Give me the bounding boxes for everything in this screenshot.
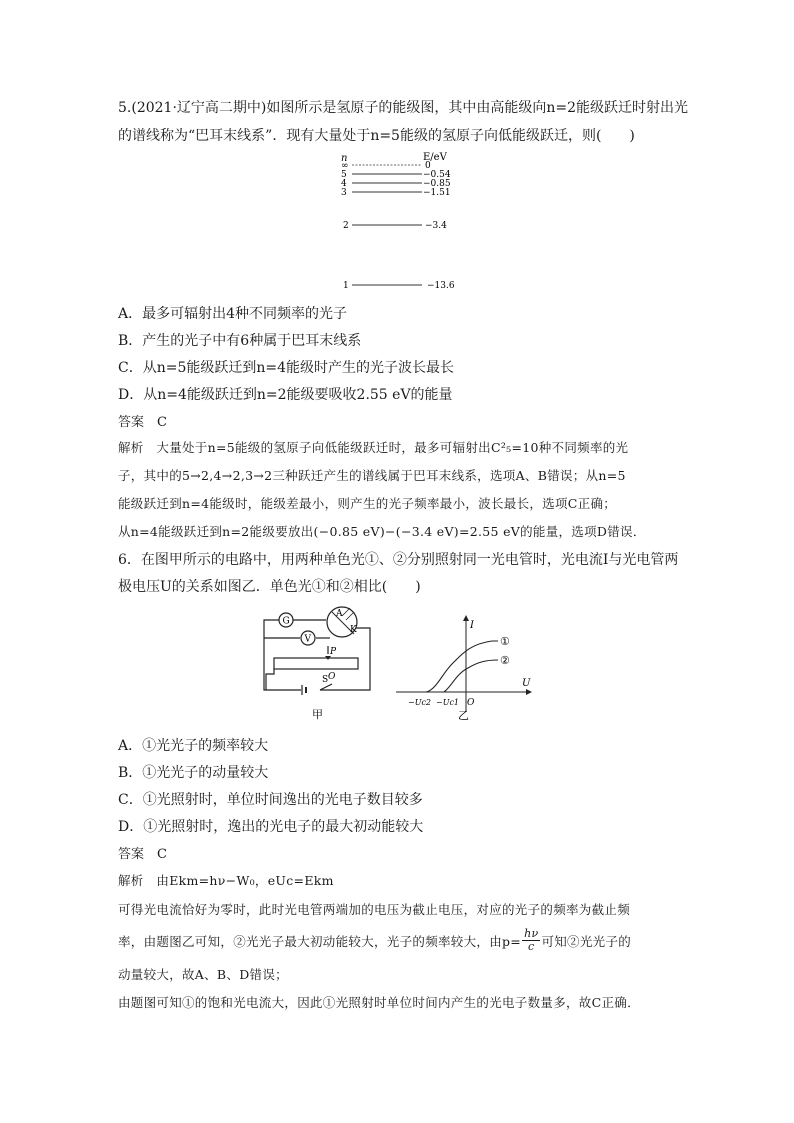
curve-1-label: ① <box>500 635 510 648</box>
iu-graph <box>392 612 542 722</box>
q6-analysis-line3-end: 可知②光光子的 <box>541 933 632 949</box>
q6-answer: 答案 C <box>118 847 167 862</box>
level-e-2: −3.4 <box>425 221 447 231</box>
fraction-denominator: c <box>528 940 535 953</box>
curve-2-label: ② <box>500 654 510 667</box>
q6-stem-line1: 6．在图甲所示的电路中，用两种单色光①、②分别照射同一光电管时，光电流I与光电管两 <box>118 552 679 568</box>
tick-uc2: −Uc2 <box>408 698 432 707</box>
q6-option-c: C．①光照射时，单位时间逸出的光电子数目较多 <box>118 792 423 808</box>
q5-option-b: B．产生的光子中有6种属于巴耳末线系 <box>118 333 362 349</box>
q6-analysis-line3 <box>118 928 631 953</box>
q6-analysis-line2: 可得光电流恰好为零时，此时光电管两端加的电压为截止电压，对应的光子的频率为截止频 <box>118 902 631 917</box>
q5-analysis-line3: 能级跃迁到n=4能级时，能级差最小，则产生的光子频率最小，波长最长，选项C正确； <box>118 496 617 511</box>
origin-label: O <box>467 698 475 708</box>
q5-answer: 答案 C <box>118 415 167 430</box>
level-n-3: 3 <box>341 188 347 198</box>
q6-option-d: D．①光照射时，逸出的光电子的最大初动能较大 <box>118 819 424 835</box>
q6-analysis-line5: 由题图可知①的饱和光电流大，因此①光照射时单位时间内产生的光电子数量多，故C正确． <box>118 995 640 1010</box>
switch-label: S <box>322 675 329 685</box>
q5-analysis-line2: 子，其中的5→2,4→2,3→2三种跃迁产生的谱线属于巴耳末线系，选项A、B错误；从n=5 <box>118 468 626 483</box>
q6-analysis-line4: 动量较大，故A、B、D错误； <box>118 967 288 982</box>
q5-option-c: C．从n=5能级跃迁到n=4能级时产生的光子波长最长 <box>118 360 455 376</box>
tick-uc1: −Uc1 <box>436 698 460 707</box>
q5-analysis-line1: 解析 大量处于n=5能级的氢原子向低能级跃迁时，最多可辐射出C²₅=10种不同频率的光 <box>118 440 629 455</box>
fraction-numerator: hν <box>524 927 539 940</box>
level-e-5: −0.54 <box>423 170 451 180</box>
circuit-diagram <box>258 602 378 722</box>
x-axis-label: U <box>522 678 531 689</box>
momentum-fraction <box>522 928 540 953</box>
level-n-2: 2 <box>343 221 349 231</box>
voltmeter-label: V <box>304 634 311 645</box>
q5-stem-line1: 5.(2021·辽宁高二期中)如图所示是氢原子的能级图，其中由高能级向n=2能级跃迁时射出光 <box>118 100 689 116</box>
level-n-1: 1 <box>343 281 349 291</box>
level-e-inf: 0 <box>425 161 431 171</box>
energy-axis-label: E/eV <box>423 152 447 163</box>
level-e-3: −1.51 <box>423 188 451 198</box>
q5-option-a: A．最多可辐射出4种不同频率的光子 <box>118 306 348 322</box>
phototube-cathode-label: K <box>350 625 357 635</box>
q6-stem-line2: 极电压U的关系如图乙．单色光①和②相比( ) <box>118 579 421 595</box>
y-axis-arrow-icon <box>463 615 469 621</box>
y-axis-label: I <box>470 620 474 631</box>
level-n-4: 4 <box>341 179 347 189</box>
curve-2 <box>444 660 498 692</box>
x-axis-arrow-icon <box>526 689 532 695</box>
q5-option-d: D．从n=4能级跃迁到n=2能级要吸收2.55 eV的能量 <box>118 387 453 403</box>
graph-caption: 乙 <box>458 709 469 722</box>
level-n-inf: ∞ <box>341 161 349 171</box>
q5-analysis-line4: 从n=4能级跃迁到n=2能级要放出(−0.85 eV)−(−3.4 eV)=2.55 eV的能量，选项D错误． <box>118 524 646 539</box>
q6-option-a: A．①光光子的频率较大 <box>118 738 269 754</box>
q6-option-b: B．①光光子的动量较大 <box>118 765 269 781</box>
curve-1 <box>426 641 498 692</box>
q5-stem-line2: 的谱线称为“巴耳末线系”．现有大量处于n=5能级的氢原子向低能级跃迁，则( ) <box>118 128 635 144</box>
level-e-4: −0.85 <box>423 179 451 189</box>
rheostat-midpoint-label: O <box>328 672 336 682</box>
slider-label: P <box>330 647 337 657</box>
q6-analysis-line3-start: 率，由题图乙可知，②光光子最大初动能较大，光子的频率较大，由p= <box>118 933 522 949</box>
phototube-anode-label: A <box>336 609 343 619</box>
n-axis-label: n <box>341 153 348 164</box>
level-e-1: −13.6 <box>427 281 455 291</box>
level-n-5: 5 <box>341 170 347 180</box>
q6-analysis-line1: 解析 由Ekm=hν−W₀，eUc=Ekm <box>118 873 334 888</box>
circuit-caption: 甲 <box>312 708 323 721</box>
galvanometer-label: G <box>282 616 290 627</box>
energy-level-diagram <box>330 148 480 293</box>
